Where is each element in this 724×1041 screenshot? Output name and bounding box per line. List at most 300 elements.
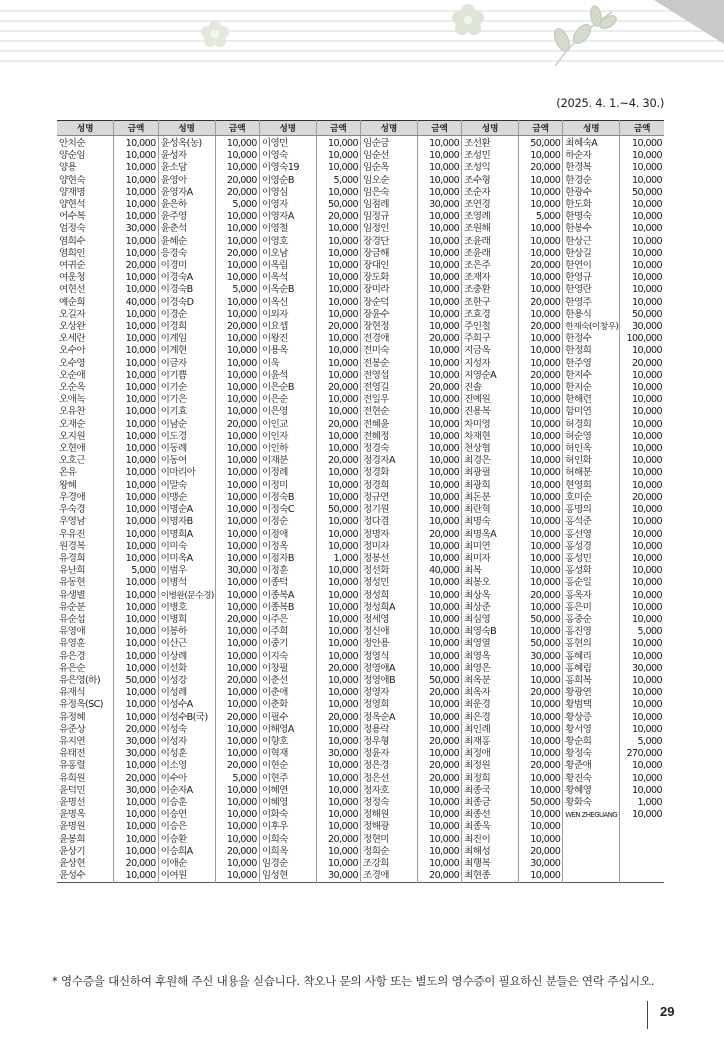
donation-amount-cell: 10,000 xyxy=(215,809,259,821)
table-row xyxy=(57,370,664,382)
donation-amount-cell: 10,000 xyxy=(114,394,158,406)
donation-amount-cell: 10,000 xyxy=(417,724,461,736)
donation-amount-cell: 10,000 xyxy=(417,406,461,418)
donor-name-cell: 이향호 xyxy=(259,736,316,748)
donation-amount-cell: 20,000 xyxy=(316,321,360,333)
donation-amount-cell: 100,000 xyxy=(626,333,662,345)
donation-amount-cell: 10,000 xyxy=(519,382,563,394)
donation-amount-cell: 10,000 xyxy=(316,260,360,272)
donor-name-cell: 윤명선 xyxy=(57,797,114,809)
donation-amount-cell: 10,000 xyxy=(215,553,259,565)
donor-name-cell: 주희구 xyxy=(462,333,519,345)
page-number-divider xyxy=(647,1001,648,1029)
donation-amount-cell: 20,000 xyxy=(215,760,259,772)
donation-amount-cell xyxy=(620,858,664,870)
donor-name-cell: 정영식 xyxy=(360,651,417,663)
donation-amount-cell: 10,000 xyxy=(519,419,563,431)
donation-amount-cell xyxy=(620,846,664,858)
donation-amount-cell: 10,000 xyxy=(417,443,461,455)
donor-name-cell: 차미영 xyxy=(462,419,519,431)
donor-name-cell: 정자호 xyxy=(360,785,417,797)
donor-name-cell: 조성익 xyxy=(462,162,519,174)
donor-name-cell: 이경순 xyxy=(158,309,215,321)
header-ruled-lines xyxy=(0,0,724,72)
donor-name-cell: 허경희 xyxy=(563,419,620,431)
donation-amount-cell: 20,000 xyxy=(215,419,259,431)
donation-amount-cell: 10,000 xyxy=(632,540,662,552)
donor-name-cell: 정안용 xyxy=(360,638,417,650)
column-header-name: 성명 xyxy=(563,121,620,136)
donor-name-cell: 허해분 xyxy=(563,467,620,479)
donor-name-cell: 윤혜순 xyxy=(158,236,215,248)
donation-amount-cell: 10,000 xyxy=(114,529,158,541)
donation-amount-cell: 10,000 xyxy=(519,199,563,211)
donation-amount-cell: 10,000 xyxy=(417,577,461,589)
donation-amount-cell: 10,000 xyxy=(417,516,461,528)
donation-amount-cell: 10,000 xyxy=(632,650,662,662)
donor-name-cell: 유영훈 xyxy=(57,638,114,650)
donor-name-cell: 이춘선 xyxy=(259,675,316,687)
donation-amount-cell: 10,000 xyxy=(316,272,360,284)
donor-name-cell: 오현애 xyxy=(57,443,114,455)
page-number: 29 xyxy=(660,1004,675,1019)
donor-name-cell: 오수아 xyxy=(57,345,114,357)
donor-name-cell: 정현미 xyxy=(360,834,417,846)
donor-name-cell: 양용 xyxy=(57,162,114,174)
table-row xyxy=(57,309,664,321)
donor-name-cell: 온유 xyxy=(57,467,114,479)
donation-amount-cell: 10,000 xyxy=(632,138,662,149)
table-row xyxy=(57,199,664,211)
donation-amount-cell: 10,000 xyxy=(114,187,158,199)
donor-name-cell: 정세영 xyxy=(360,614,417,626)
donor-name-cell: 이정애 xyxy=(259,529,316,541)
donor-name-cell: 이병희 xyxy=(158,614,215,626)
donation-amount-cell: 10,000 xyxy=(316,150,360,162)
donor-name-cell: 이주은 xyxy=(259,614,316,626)
donor-name-cell: 이은영 xyxy=(259,406,316,418)
table-row xyxy=(57,553,664,565)
donation-amount-cell: 10,000 xyxy=(114,821,158,833)
donor-name-cell: 이애순 xyxy=(158,858,215,870)
donor-name-cell xyxy=(563,858,620,870)
donation-amount-cell: 10,000 xyxy=(215,211,259,223)
donation-amount-cell: 10,000 xyxy=(519,175,563,187)
donor-name-cell: 이범우 xyxy=(158,565,215,577)
donation-amount-cell: 10,000 xyxy=(215,651,259,663)
donor-name-cell: 유지연 xyxy=(57,736,114,748)
donor-name-cell: 유재식 xyxy=(57,687,114,699)
donation-amount-cell: 20,000 xyxy=(417,333,461,345)
donor-name-cell: 최종욱 xyxy=(462,821,519,833)
donor-name-cell: 조한구 xyxy=(462,297,519,309)
donation-amount-cell: 10,000 xyxy=(114,358,158,370)
table-row xyxy=(57,467,664,479)
donor-name-cell: 오애녹 xyxy=(57,394,114,406)
donor-name-cell: 이경숙D xyxy=(158,297,215,309)
column-header-amount: 금액 xyxy=(417,121,461,136)
donation-amount-cell: 20,000 xyxy=(114,724,158,736)
donation-amount-cell: 20,000 xyxy=(316,211,360,223)
donor-name-cell: 우영남 xyxy=(57,516,114,528)
donation-amount-cell: 10,000 xyxy=(632,516,662,528)
table-row xyxy=(57,602,664,614)
donor-name-cell: 오순옥 xyxy=(57,382,114,394)
donation-amount-cell: 10,000 xyxy=(215,821,259,833)
donation-amount-cell: 10,000 xyxy=(417,309,461,321)
donor-name-cell: 이성수B(국) xyxy=(158,712,215,724)
donor-name-cell: 최정원 xyxy=(462,760,519,772)
donor-name-cell: 최종국 xyxy=(462,785,519,797)
donor-name-cell: 황순희 xyxy=(563,736,620,748)
donor-name-cell: 이현주 xyxy=(259,773,316,785)
donation-amount-cell: 10,000 xyxy=(632,577,662,589)
donation-amount-cell: 10,000 xyxy=(316,577,360,589)
donation-amount-cell: 10,000 xyxy=(114,541,158,553)
donation-amount-cell: 10,000 xyxy=(632,430,662,442)
donation-amount-cell: 10,000 xyxy=(417,345,461,357)
donor-name-cell: 한영규 xyxy=(563,272,620,284)
donation-amount-cell: 10,000 xyxy=(114,809,158,821)
donor-name-cell: 이도경 xyxy=(158,431,215,443)
donor-name-cell: 이말숙 xyxy=(158,480,215,492)
donation-amount-cell: 20,000 xyxy=(316,834,360,846)
donor-name-cell: 이영자A xyxy=(259,211,316,223)
donor-table xyxy=(57,120,664,883)
donation-amount-cell: 10,000 xyxy=(316,785,360,797)
donor-name-cell: 유순섭 xyxy=(57,614,114,626)
donation-amount-cell: 10,000 xyxy=(114,321,158,333)
donation-amount-cell: 20,000 xyxy=(632,491,662,503)
donor-name-cell: 윤성수 xyxy=(57,870,114,883)
donation-amount-cell: 10,000 xyxy=(417,834,461,846)
donation-amount-cell: 30,000 xyxy=(632,662,662,674)
donor-name-cell: 정영희 xyxy=(360,699,417,711)
donor-name-cell: 홍현의 xyxy=(563,638,620,650)
donor-name-cell: 한광수 xyxy=(563,187,620,199)
donor-name-cell: 이동여 xyxy=(158,455,215,467)
donation-amount-cell: 10,000 xyxy=(316,248,360,260)
donor-name-cell: 이후우 xyxy=(259,821,316,833)
donation-amount-cell: 10,000 xyxy=(114,345,158,357)
donation-amount-cell: 10,000 xyxy=(215,529,259,541)
donation-amount-cell: 10,000 xyxy=(114,236,158,248)
donation-amount-cell: 10,000 xyxy=(215,504,259,516)
donor-name-cell: 함미연 xyxy=(563,406,620,418)
donor-name-cell: 홍혜림 xyxy=(563,663,620,675)
donation-amount-cell: 10,000 xyxy=(215,260,259,272)
donor-name-cell: 황진숙 xyxy=(563,773,620,785)
donation-amount-cell: 10,000 xyxy=(316,565,360,577)
donation-amount-cell: 30,000 xyxy=(519,651,563,663)
donation-amount-cell: 10,000 xyxy=(417,614,461,626)
donor-name-cell: 이성훈 xyxy=(158,748,215,760)
donation-amount-cell: 10,000 xyxy=(519,248,563,260)
donation-amount-cell: 10,000 xyxy=(114,309,158,321)
donation-amount-cell: 10,000 xyxy=(632,467,662,479)
donation-amount-cell: 20,000 xyxy=(316,455,360,467)
donor-name-cell: 황혜영 xyxy=(563,785,620,797)
donor-name-cell: 조수형 xyxy=(462,175,519,187)
donor-name-cell: 정명자 xyxy=(360,529,417,541)
donation-amount-cell: 20,000 xyxy=(215,614,259,626)
donor-name-cell: 정경희 xyxy=(360,480,417,492)
donor-name-cell: 이승연 xyxy=(158,809,215,821)
donor-name-cell: 유은영(하) xyxy=(57,675,114,687)
donation-amount-cell: 10,000 xyxy=(316,809,360,821)
donation-amount-cell: 20,000 xyxy=(519,687,563,699)
donation-amount-cell: 10,000 xyxy=(114,284,158,296)
donor-name-cell: 최광희 xyxy=(462,480,519,492)
donation-amount-cell: 10,000 xyxy=(519,358,563,370)
donor-name-cell: 정경화 xyxy=(360,467,417,479)
donation-amount-cell: 5,000 xyxy=(215,199,259,211)
donor-name-cell: 이정훈 xyxy=(259,565,316,577)
page-header xyxy=(0,0,724,72)
donor-name-cell: 장대인 xyxy=(360,260,417,272)
donor-name-cell: 이옥순B xyxy=(259,284,316,296)
donor-name-cell: 조윤래 xyxy=(462,248,519,260)
table-row xyxy=(57,382,664,394)
donor-name-cell: 조연경 xyxy=(462,199,519,211)
leaf-branch-icon xyxy=(551,5,618,66)
donor-name-cell: 정선화 xyxy=(360,565,417,577)
donor-name-cell xyxy=(563,846,620,858)
donor-name-cell: 여현선 xyxy=(57,284,114,296)
donation-amount-cell: 10,000 xyxy=(316,590,360,602)
donation-amount-cell: 50,000 xyxy=(316,504,360,516)
donor-name-cell: 이승희A xyxy=(158,846,215,858)
column-header-amount: 금액 xyxy=(316,121,360,136)
donation-amount-cell: 10,000 xyxy=(215,136,259,151)
donor-name-cell: 조충환 xyxy=(462,284,519,296)
column-header-name: 성명 xyxy=(259,121,316,136)
donor-name-cell: 한봉수 xyxy=(563,223,620,235)
donation-amount-cell: 10,000 xyxy=(519,675,563,687)
table-row xyxy=(57,223,664,235)
donor-name-cell: 이종복B xyxy=(259,602,316,614)
donor-name-cell: 유영애 xyxy=(57,626,114,638)
donor-name-cell: 조원해 xyxy=(462,223,519,235)
donation-amount-cell: 10,000 xyxy=(316,821,360,833)
table-body xyxy=(57,136,664,883)
table-header-row xyxy=(57,121,664,136)
donation-amount-cell: 20,000 xyxy=(215,248,259,260)
donor-name-cell: 한해련 xyxy=(563,394,620,406)
donation-amount-cell: 10,000 xyxy=(215,370,259,382)
donation-amount-cell: 10,000 xyxy=(417,162,461,174)
donor-name-cell: 윤주영 xyxy=(158,211,215,223)
donation-amount-cell: 10,000 xyxy=(316,467,360,479)
donation-amount-cell: 10,000 xyxy=(632,565,662,577)
donation-amount-cell: 10,000 xyxy=(417,284,461,296)
donor-name-cell: 최정애 xyxy=(462,748,519,760)
donor-name-cell: 홍선영 xyxy=(563,529,620,541)
column-header-amount: 금액 xyxy=(620,121,664,136)
donor-name-cell: 천상협 xyxy=(462,443,519,455)
donor-name-cell: 한상근 xyxy=(563,236,620,248)
donor-name-cell: 홍희복 xyxy=(563,675,620,687)
donation-amount-cell: 10,000 xyxy=(215,663,259,675)
donor-name-cell: 이정미 xyxy=(259,480,316,492)
donor-name-cell: 이종복A xyxy=(259,590,316,602)
donation-amount-cell: 10,000 xyxy=(519,431,563,443)
donation-amount-cell: 10,000 xyxy=(519,809,563,821)
donor-name-cell: 차재현 xyxy=(462,431,519,443)
donation-amount-cell: 10,000 xyxy=(215,394,259,406)
donation-amount-cell: 50,000 xyxy=(519,614,563,626)
donor-name-cell: 오호근 xyxy=(57,455,114,467)
flower-icon xyxy=(201,20,229,47)
donor-name-cell: 유정옥(SC) xyxy=(57,699,114,711)
donor-name-cell: 윤상기 xyxy=(57,846,114,858)
donation-amount-cell: 10,000 xyxy=(114,614,158,626)
donation-amount-cell: 10,000 xyxy=(316,480,360,492)
donor-name-cell: 이경숙A xyxy=(158,272,215,284)
table-row xyxy=(57,724,664,736)
donor-name-cell: 엄정숙 xyxy=(57,223,114,235)
donor-name-cell: 이승훈 xyxy=(158,797,215,809)
donation-amount-cell: 10,000 xyxy=(215,309,259,321)
donation-amount-cell: 20,000 xyxy=(215,175,259,187)
donor-name-cell: 최광필 xyxy=(462,467,519,479)
donation-amount-cell: 20,000 xyxy=(519,760,563,772)
footnote: * 영수증을 대신하여 후원해 주신 내용을 싣습니다. 착오나 문의 사항 또는 별도의 영수증이 필요하신 분들은 연락 주십시오. xyxy=(52,974,655,988)
donor-name-cell: 이종덕 xyxy=(259,577,316,589)
donor-name-cell: 임정인 xyxy=(360,223,417,235)
donor-name-cell: 오세란 xyxy=(57,333,114,345)
donor-name-cell: 최재홍 xyxy=(462,736,519,748)
donation-amount-cell: 10,000 xyxy=(519,773,563,785)
donation-amount-cell: 10,000 xyxy=(417,455,461,467)
donation-amount-cell: 10,000 xyxy=(114,687,158,699)
donation-amount-cell: 20,000 xyxy=(519,590,563,602)
table-row xyxy=(57,394,664,406)
donation-amount-cell: 10,000 xyxy=(114,712,158,724)
donation-amount-cell: 10,000 xyxy=(519,699,563,711)
donation-amount-cell: 10,000 xyxy=(316,309,360,321)
donor-name-cell: 이혜영 xyxy=(259,797,316,809)
donor-name-cell: 최인례 xyxy=(462,724,519,736)
donor-name-cell: 정영자 xyxy=(360,687,417,699)
donor-name-cell: 임순금 xyxy=(360,136,417,151)
donor-name-cell: 이필수 xyxy=(259,712,316,724)
donor-name-cell: 이창필 xyxy=(259,663,316,675)
donor-name-cell: 원경복 xyxy=(57,541,114,553)
donation-amount-cell: 10,000 xyxy=(417,553,461,565)
donor-name-cell xyxy=(563,834,620,846)
donor-name-cell: 응경숙 xyxy=(158,248,215,260)
donor-name-cell: 한명숙 xyxy=(563,211,620,223)
donor-name-cell: 오순애 xyxy=(57,370,114,382)
donation-amount-cell: 20,000 xyxy=(215,712,259,724)
table-row xyxy=(57,651,664,663)
donation-amount-cell: 10,000 xyxy=(316,345,360,357)
donation-amount-cell: 10,000 xyxy=(417,272,461,284)
donor-name-cell: 이동례 xyxy=(158,443,215,455)
table-row xyxy=(57,284,664,296)
donor-name-cell: 이병석 xyxy=(158,577,215,589)
donation-amount-cell: 10,000 xyxy=(519,309,563,321)
table-row xyxy=(57,577,664,589)
donor-name-cell: 이승환 xyxy=(158,834,215,846)
donor-name-cell: 한연이 xyxy=(563,260,620,272)
donor-name-cell: 윤영자A xyxy=(158,187,215,199)
donor-name-cell: 한영주 xyxy=(563,297,620,309)
donation-amount-cell xyxy=(620,834,664,846)
donation-amount-cell: 10,000 xyxy=(215,699,259,711)
donation-amount-cell: 30,000 xyxy=(114,748,158,760)
donation-amount-cell: 10,000 xyxy=(114,150,158,162)
donor-name-cell: 최명옥A xyxy=(462,529,519,541)
donor-name-cell: 이성례 xyxy=(158,687,215,699)
donor-name-cell: 조선환 xyxy=(462,136,519,151)
donation-amount-cell: 10,000 xyxy=(632,406,662,418)
donation-amount-cell: 30,000 xyxy=(215,565,259,577)
donor-name-cell: 최봉오 xyxy=(462,577,519,589)
donor-name-cell: 오재순 xyxy=(57,419,114,431)
donor-name-cell: 윤명원 xyxy=(57,821,114,833)
donation-amount-cell: 10,000 xyxy=(632,674,662,686)
donation-amount-cell: 10,000 xyxy=(114,406,158,418)
table-row xyxy=(57,504,664,516)
donation-amount-cell: 10,000 xyxy=(417,663,461,675)
donation-amount-cell: 10,000 xyxy=(519,870,563,883)
donor-name-cell: 이성자 xyxy=(158,736,215,748)
donation-amount-cell: 10,000 xyxy=(519,748,563,760)
donation-amount-cell: 10,000 xyxy=(519,529,563,541)
donor-name-cell: 이계임 xyxy=(158,333,215,345)
donor-name-cell: 전영길 xyxy=(360,382,417,394)
donation-amount-cell: 50,000 xyxy=(519,136,563,151)
donor-name-cell: 최진이 xyxy=(462,834,519,846)
donor-name-cell: 이해영A xyxy=(259,724,316,736)
donation-amount-cell: 10,000 xyxy=(417,846,461,858)
donor-name-cell: 정영애A xyxy=(360,663,417,675)
donation-amount-cell: 10,000 xyxy=(417,419,461,431)
donor-name-cell: 이오남 xyxy=(259,248,316,260)
donor-name-cell: 이욱 xyxy=(259,358,316,370)
table-row xyxy=(57,699,664,711)
donor-name-cell: 임경순 xyxy=(259,858,316,870)
table-row xyxy=(57,333,664,345)
donation-amount-cell: 10,000 xyxy=(519,284,563,296)
donor-name-cell: 한용식 xyxy=(563,309,620,321)
donation-amount-cell: 5,000 xyxy=(215,284,259,296)
donor-name-cell: 장윤수 xyxy=(360,309,417,321)
donation-amount-cell: 10,000 xyxy=(215,236,259,248)
donation-amount-cell: 10,000 xyxy=(215,797,259,809)
column-header-name: 성명 xyxy=(57,121,114,136)
donor-name-cell: 호미순 xyxy=(563,492,620,504)
donation-amount-cell: 30,000 xyxy=(519,858,563,870)
donor-name-cell: 이용옥 xyxy=(259,345,316,357)
donation-amount-cell: 10,000 xyxy=(632,272,662,284)
donation-amount-cell: 50,000 xyxy=(632,186,662,198)
donation-amount-cell: 10,000 xyxy=(215,162,259,174)
flower-icon xyxy=(452,4,484,35)
donation-amount-cell: 10,000 xyxy=(417,236,461,248)
donor-name-cell: 홍진영 xyxy=(563,626,620,638)
donor-name-cell: 한영란 xyxy=(563,284,620,296)
donation-amount-cell: 30,000 xyxy=(632,321,662,333)
donor-name-cell: 조은주 xyxy=(462,260,519,272)
donor-name-cell: 이승은 xyxy=(158,821,215,833)
donor-name-cell: 정은선 xyxy=(360,773,417,785)
donor-name-cell: 한경복 xyxy=(563,162,620,174)
donation-amount-cell: 10,000 xyxy=(316,162,360,174)
donor-name-cell: 유경희 xyxy=(57,553,114,565)
